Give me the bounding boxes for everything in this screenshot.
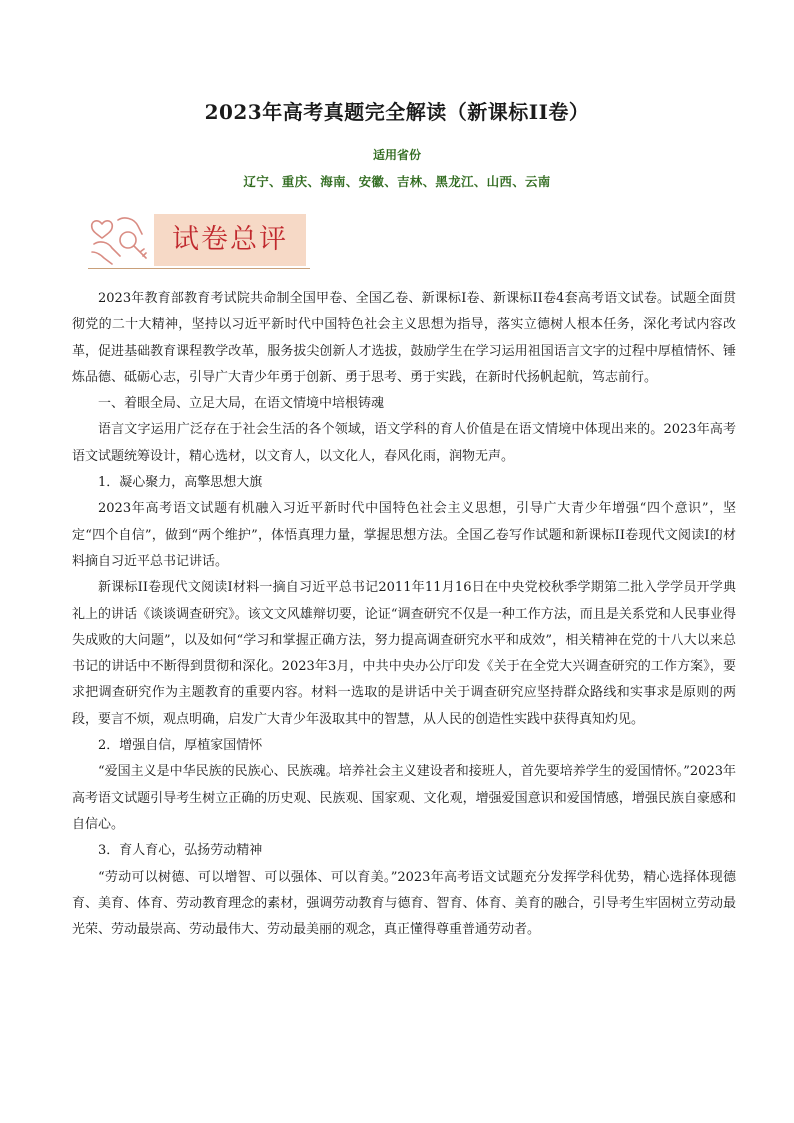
paragraph: 2023年教育部教育考试院共命制全国甲卷、全国乙卷、新课标I卷、新课标II卷4套高考语文试卷。试题全面贯彻党的二十大精神，坚持以习近平新时代中国特色社会主义思想为指导，落实立德树人根本任务，深化考试内容改革，促进基础教育课程教学改革，服务拔尖创新人才选拔，鼓励学生在学习运用祖国语言文字的过程中厚植情怀、锤炼品德、砥砺心志，引导广大青少年勇于创新、勇于思考、勇于实践，在新时代扬帆起航，笃志前行。	[72, 291, 736, 385]
subsection-heading: 3．育人育心，弘扬劳动精神	[98, 843, 263, 859]
paragraph: “劳动可以树德、可以增智、可以强体、可以育美。”2023年高考语文试题充分发挥学科优势，精心选择体现德育、美育、体育、劳动教育理念的素材，强调劳动教育与德育、智育、体育、美育的融合，引导考生牢固树立劳动最光荣、劳动最崇高、劳动最伟大、劳动最美丽的观念，真正懂得尊重普通劳动者。	[72, 869, 736, 938]
banner-underline	[88, 268, 310, 269]
paragraph: “爱国主义是中华民族的民族心、民族魂。培养社会主义建设者和接班人，首先要培养学生的爱国情怀。”2023年高考语文试题引导考生树立正确的历史观、民族观、国家观、文化观，增强爱国意识和爱国情感，增强民族自豪感和自信心。	[72, 764, 736, 832]
applicable-provinces-label: 适用省份	[372, 148, 421, 162]
subsection-heading: 1．凝心聚力，高擎思想大旗	[98, 475, 263, 491]
paragraph: 新课标II卷现代文阅读I材料一摘自习近平总书记2011年11月16日在中央党校秋季学期第二批入学学员开学典礼上的讲话《谈谈调查研究》。该文文风雄辩切要，论证“调查研究不仅是一种工作方法，而且是关系党和人民事业得失成败的大问题”，以及如何“学习和掌握正确方法，努力提高调查研究水平和成效”，相关精神在党的十八大以来总书记的讲话中不断得到贯彻和深化。2023年3月，中共中央办公厅印发《关于在全党大兴调查研究的工作方案》，要求把调查研究作为主题教育的重要内容。材料一选取的是讲话中关于调查研究应坚持群众路线和实事求是原则的两段，要言不烦，观点明确，启发广大青少年汲取其中的智慧，从人民的创造性实践中获得真知灼见。	[72, 580, 736, 727]
subsection-heading: 2．增强自信，厚植家国情怀	[98, 738, 263, 754]
section-heading: 一、着眼全局、立足大局，在语文情境中培根铸魂	[98, 396, 385, 412]
provinces-list: 辽宁、重庆、海南、安徽、吉林、黑龙江、山西、云南	[243, 174, 551, 189]
page-title: 2023年高考真题完全解读（新课标II卷）	[204, 100, 590, 124]
hands-heart-icon	[88, 210, 154, 268]
document-body	[72, 286, 736, 943]
banner-label: 试卷总评	[172, 224, 288, 255]
paragraph: 语言文字运用广泛存在于社会生活的各个领域，语文学科的育人价值是在语文情境中体现出来的。2023年高考语文试题统筹设计，精心选材，以文育人，以文化人，春风化雨，润物无声。	[72, 422, 736, 464]
paragraph: 2023年高考语文试题有机融入习近平新时代中国特色社会主义思想，引导广大青少年增强“四个意识”，坚定“四个自信”，做到“两个维护”，体悟真理力量，掌握思想方法。全国乙卷写作试题和新课标II卷现代文阅读I的材料摘自习近平总书记讲话。	[72, 501, 736, 569]
section-banner	[88, 206, 310, 270]
